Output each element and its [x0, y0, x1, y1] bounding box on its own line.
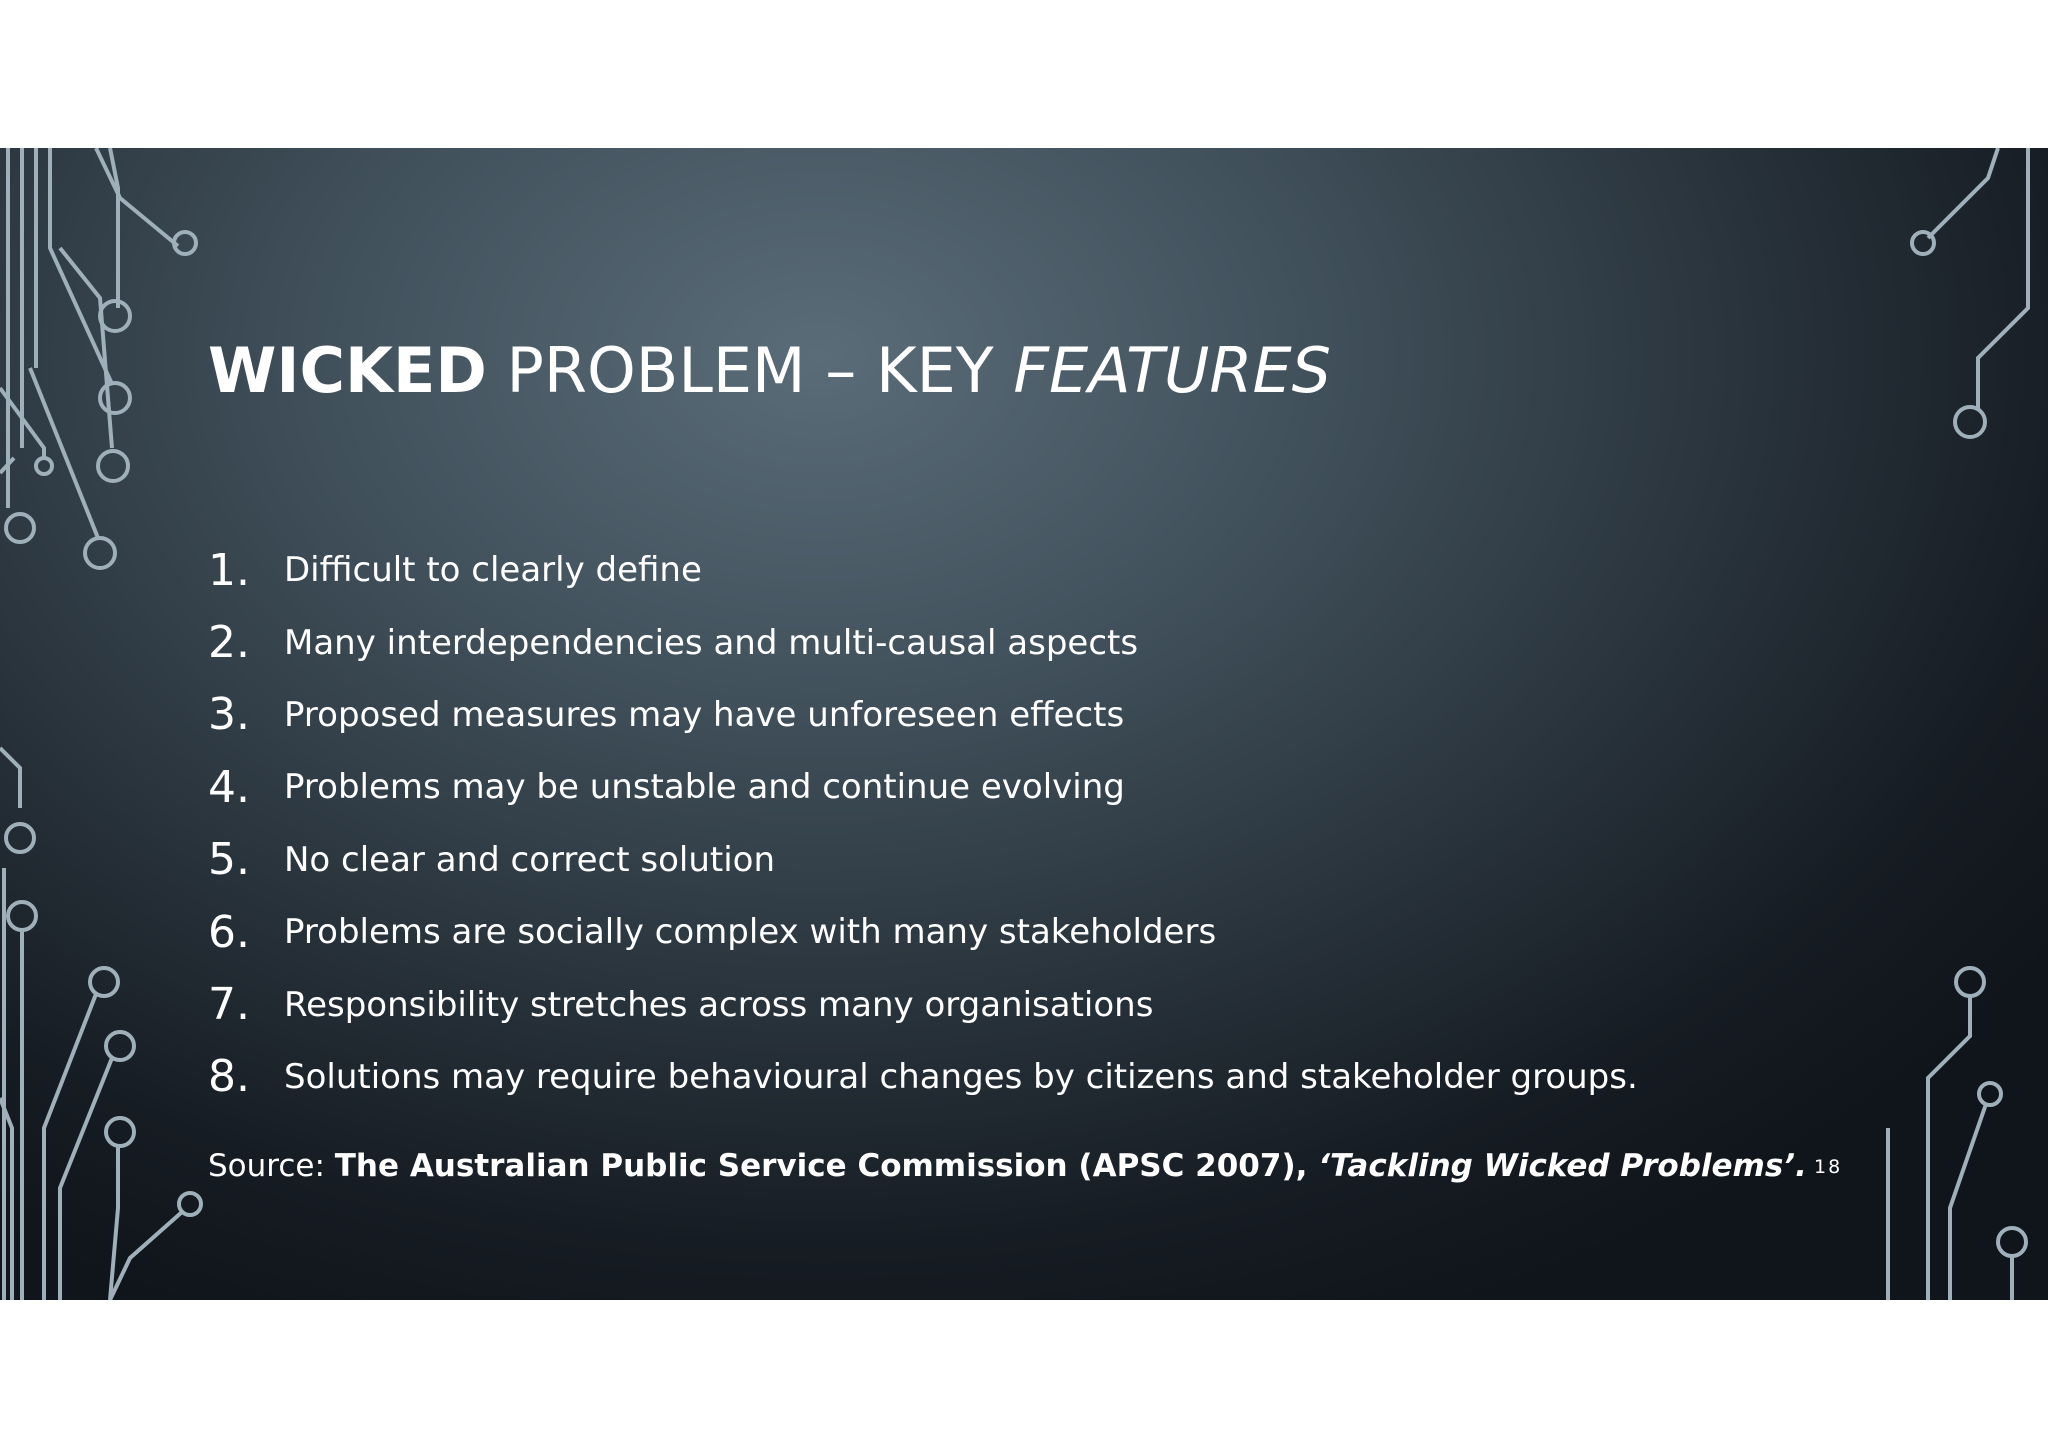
features-list: [208, 534, 1638, 1113]
list-item-number: 5.: [208, 834, 250, 886]
list-item-number: 6.: [208, 906, 250, 958]
list-item-text: Solutions may require behavioural changes by citizens and stakeholder groups.: [284, 1056, 1638, 1097]
source-publication: ‘Tackling Wicked Problems’.: [1318, 1148, 1807, 1184]
list-item-number: 8.: [208, 1051, 250, 1103]
title-italic-part: FEATURES: [1013, 334, 1331, 407]
source-label: Source:: [208, 1148, 335, 1184]
circuit-decoration-right: [1848, 148, 2048, 1300]
list-item-number: 1.: [208, 544, 250, 596]
list-item-text: Many interdependencies and multi-causal aspects: [284, 622, 1139, 663]
list-item: [208, 1041, 1638, 1113]
list-item-text: No clear and correct solution: [284, 839, 775, 880]
list-item-text: Problems may be unstable and continue evolving: [284, 767, 1125, 808]
source-citation: [208, 1148, 1807, 1184]
page-number: 18: [1814, 1156, 1843, 1178]
list-item-number: 7.: [208, 979, 250, 1031]
circuit-decoration-left: [0, 148, 230, 1300]
list-item-text: Problems are socially complex with many stakeholders: [284, 912, 1217, 953]
list-item: [208, 534, 1638, 606]
list-item-text: Responsibility stretches across many organisations: [284, 984, 1154, 1025]
list-item-text: Proposed measures may have unforeseen effects: [284, 694, 1125, 735]
list-item: [208, 751, 1638, 823]
title-regular-part: PROBLEM – KEY: [486, 334, 1014, 407]
list-item-number: 2.: [208, 617, 250, 669]
source-organization: The Australian Public Service Commission (APSC 2007),: [334, 1148, 1319, 1184]
list-item: [208, 679, 1638, 751]
list-item: [208, 824, 1638, 896]
list-item: [208, 896, 1638, 968]
title-bold-part: WICKED: [208, 334, 487, 407]
list-item: [208, 968, 1638, 1040]
list-item: [208, 606, 1638, 678]
list-item-number: 4.: [208, 761, 250, 813]
list-item-number: 3.: [208, 689, 250, 741]
slide: [0, 148, 2048, 1300]
list-item-text: Difficult to clearly define: [284, 550, 702, 591]
slide-title: [208, 334, 1331, 407]
